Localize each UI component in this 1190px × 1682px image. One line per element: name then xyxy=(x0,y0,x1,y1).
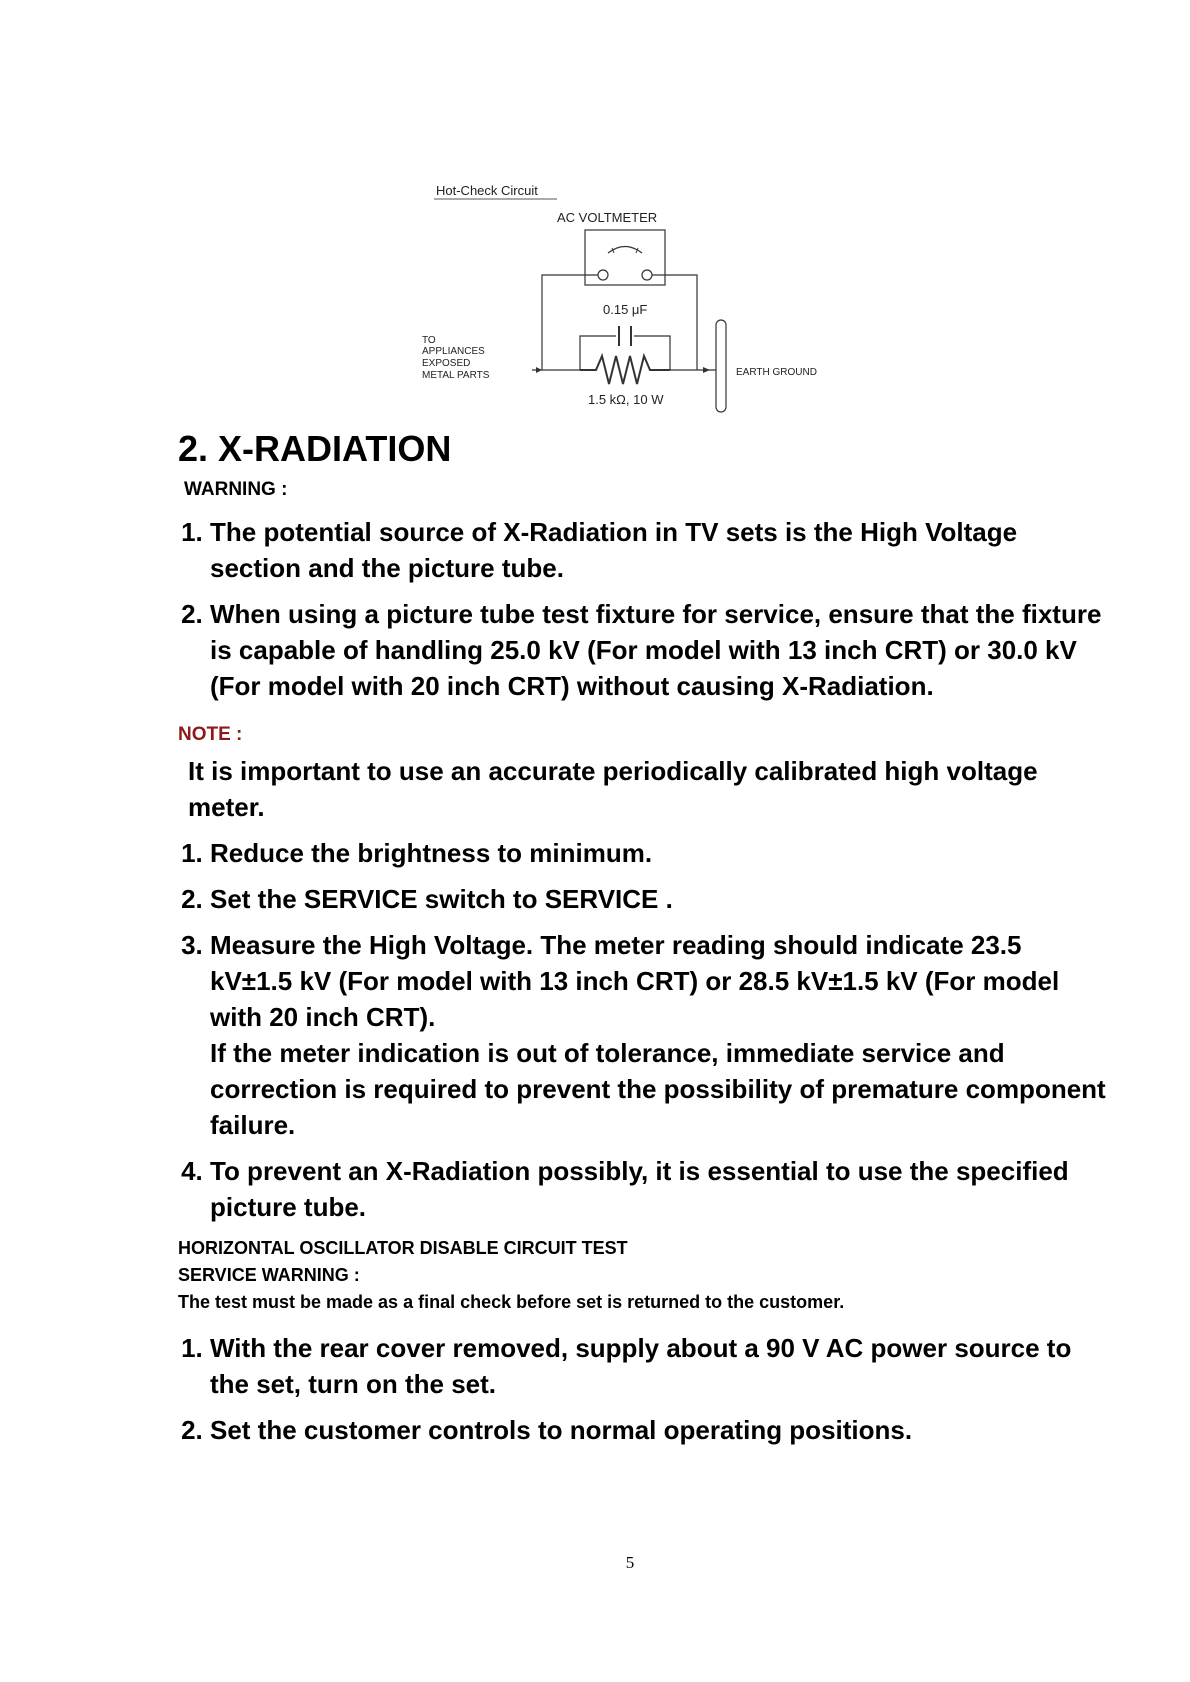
note-label: NOTE : xyxy=(178,723,243,745)
hod-item-2: 2. Set the customer controls to normal operating positions. xyxy=(210,1412,1108,1448)
capacitor-label: 0.15 μF xyxy=(603,302,648,317)
procedure-item-3-text: Measure the High Voltage. The meter reading should indicate 23.5 kV±1.5 kV (For model with 13 inch CRT) or 28.5 kV±1.5 kV (For model with 20 inch CRT). xyxy=(210,929,1060,1032)
left-label-line-1: TO xyxy=(422,335,436,346)
hot-check-circuit-diagram xyxy=(420,180,840,415)
procedure-item-4: 4. To prevent an X-Radiation possibly, it is essential to use the specified picture tube. xyxy=(210,1153,1108,1225)
procedure-list xyxy=(178,835,1108,1225)
meter-label: AC VOLTMETER xyxy=(557,210,658,225)
hod-test-header xyxy=(178,1235,1108,1316)
procedure-item-3-extra: If the meter indication is out of tolerance, immediate service and correction is required to prevent the possibility of premature component failure. xyxy=(210,1037,1106,1140)
warning-item-2: 2. When using a picture tube test fixture for service, ensure that the fixture is capable of handling 25.0 kV (For model with 13 inch CRT) or 30.0 kV (For model with 20 inch CRT) without causing X-Radiation. xyxy=(210,596,1108,704)
warning-label: WARNING : xyxy=(184,479,288,501)
diagram-title: Hot-Check Circuit xyxy=(436,183,538,198)
warning-list xyxy=(178,514,1108,704)
hod-title: HORIZONTAL OSCILLATOR DISABLE CIRCUIT TEST xyxy=(178,1237,628,1258)
section-heading: 2. X-RADIATION xyxy=(178,428,452,469)
hod-list xyxy=(178,1330,1108,1448)
service-warning-text: The test must be made as a final check before set is returned to the customer. xyxy=(178,1291,845,1312)
procedure-item-1: 1. Reduce the brightness to minimum. xyxy=(210,835,1108,871)
earth-ground-label: EARTH GROUND xyxy=(736,367,817,378)
procedure-item-2: 2. Set the SERVICE switch to SERVICE . xyxy=(210,881,1108,917)
left-label-line-4: METAL PARTS xyxy=(422,370,490,381)
page-number: 5 xyxy=(625,1553,635,1572)
service-warning-label: SERVICE WARNING : xyxy=(178,1264,360,1285)
hod-item-1: 1. With the rear cover removed, supply about a 90 V AC power source to the set, turn on the set. xyxy=(210,1330,1108,1402)
left-label-line-3: EXPOSED xyxy=(422,358,471,369)
procedure-item-3 xyxy=(210,927,1108,1143)
note-text: It is important to use an accurate periodically calibrated high voltage meter. xyxy=(188,755,1038,822)
earth-ground-symbol xyxy=(716,320,726,412)
warning-item-1: 1. The potential source of X-Radiation in TV sets is the High Voltage section and the picture tube. xyxy=(210,514,1108,586)
voltmeter-box xyxy=(585,230,665,285)
resistor-label: 1.5 kΩ, 10 W xyxy=(588,392,664,407)
document-body xyxy=(178,428,1108,1458)
left-label-line-2: APPLIANCES xyxy=(422,346,485,357)
